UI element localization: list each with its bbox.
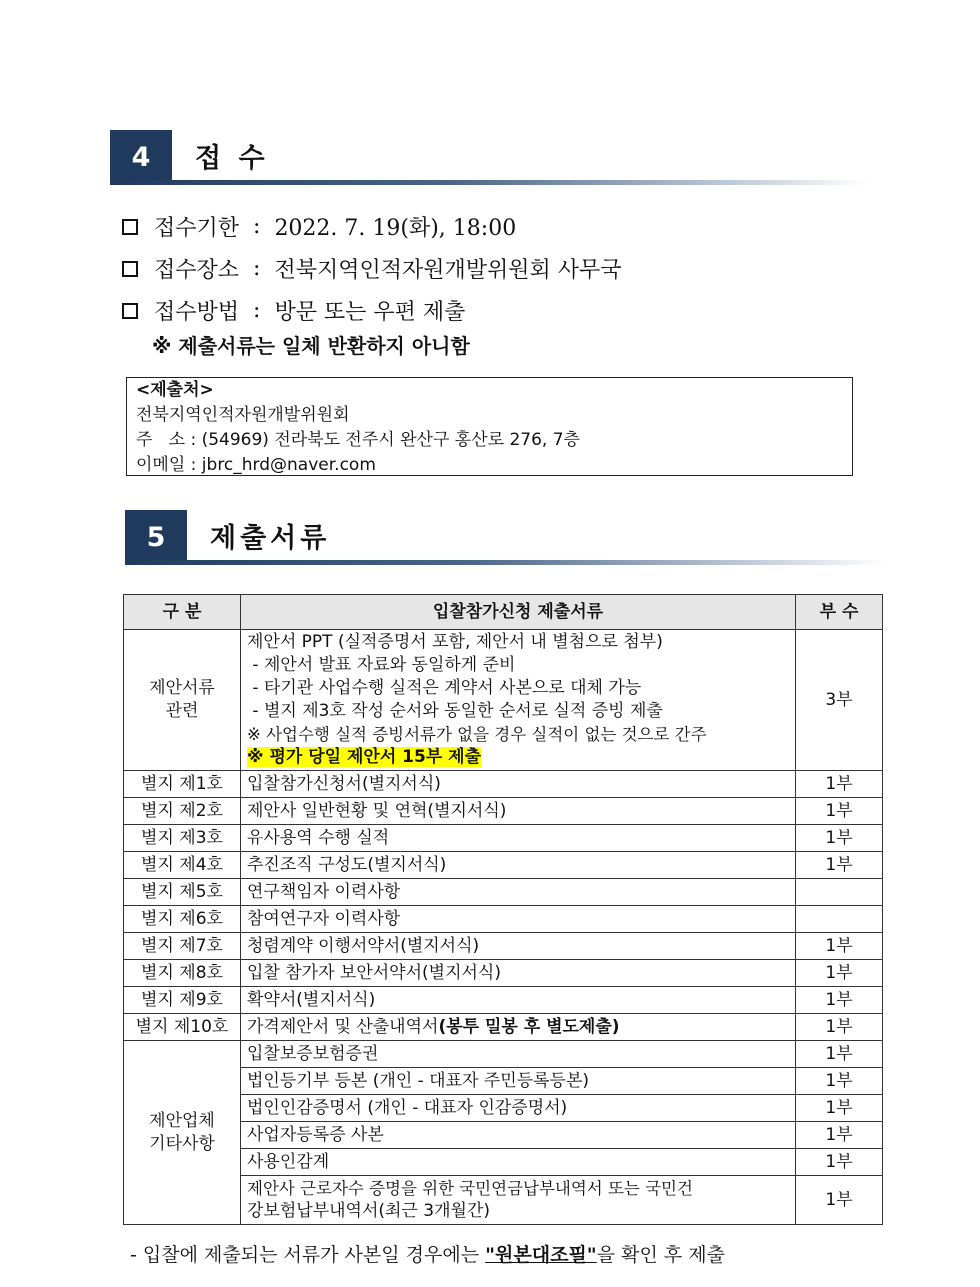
section-4-header xyxy=(110,130,870,185)
highlighted-note: ※ 평가 당일 제안서 15부 제출 xyxy=(247,747,481,767)
checkbox-bullet-icon xyxy=(122,219,138,235)
category-cell: 제안서류 관련 xyxy=(124,630,241,771)
table-row: 별지 제2호 제안사 일반현황 및 연혁(별지서식) 1부 xyxy=(124,798,883,825)
table-row: 법인인감증명서 (개인 - 대표자 인감증명서) 1부 xyxy=(124,1095,883,1122)
reception-value: 2022. 7. 19(화), 18:00 xyxy=(274,216,517,241)
table-row: 법인등기부 등본 (개인 - 대표자 주민등록등본) 1부 xyxy=(124,1068,883,1095)
table-row: 별지 제9호 확약서(별지서식) 1부 xyxy=(124,987,883,1014)
count-cell: 3부 xyxy=(796,630,883,771)
reception-label: 접수방법 xyxy=(154,300,240,325)
reception-value: 방문 또는 우편 제출 xyxy=(274,300,466,325)
table-row xyxy=(124,630,883,771)
submission-heading: <제출처> xyxy=(136,380,214,400)
reception-label: 접수기한 xyxy=(154,216,240,241)
header-documents: 입찰참가신청 제출서류 xyxy=(241,595,796,630)
reception-value: 전북지역인적자원개발위원회 사무국 xyxy=(274,258,622,283)
footer-note: - 입찰에 제출되는 서류가 사본일 경우에는 "원본대조필"을 확인 후 제출 xyxy=(130,1244,725,1266)
reception-note: ※ 제출서류는 일체 반환하지 아니함 xyxy=(152,334,470,358)
submission-email[interactable]: 이메일 : jbrc_hrd@naver.com xyxy=(136,455,376,475)
section-number: 5 xyxy=(125,510,187,565)
submission-org: 전북지역인적자원개발위원회 xyxy=(136,405,350,425)
section-underline xyxy=(110,180,870,185)
table-row: 별지 제5호 연구책임자 이력사항 xyxy=(124,879,883,906)
section-underline xyxy=(125,560,885,565)
table-row: 제안사 근로자수 증명을 위한 국민연금납부내역서 또는 국민건 강보험납부내역서(최근 3개월간) 1부 xyxy=(124,1176,883,1225)
table-row: 별지 제3호 유사용역 수행 실적 1부 xyxy=(124,825,883,852)
section-5-header xyxy=(125,510,885,565)
reception-label: 접수장소 xyxy=(154,258,240,283)
table-header-row xyxy=(124,595,883,630)
table-row: 별지 제4호 추진조직 구성도(별지서식) 1부 xyxy=(124,852,883,879)
table-row: 사용인감계 1부 xyxy=(124,1149,883,1176)
header-category: 구 분 xyxy=(124,595,241,630)
section-title: 접 수 xyxy=(195,142,269,174)
table-row: 별지 제6호 참여연구자 이력사항 xyxy=(124,906,883,933)
section-title: 제출서류 xyxy=(210,522,331,554)
table-row: 별지 제8호 입찰 참가자 보안서약서(별지서식) 1부 xyxy=(124,960,883,987)
section-number: 4 xyxy=(110,130,172,185)
submission-address: 주 소 : (54969) 전라북도 전주시 완산구 홍산로 276, 7층 xyxy=(136,430,580,450)
checkbox-bullet-icon xyxy=(122,303,138,319)
documents-table xyxy=(123,594,883,1225)
table-row: 사업자등록증 사본 1부 xyxy=(124,1122,883,1149)
document-cell: 제안서 PPT (실적증명서 포함, 제안서 내 별첨으로 첨부) - 제안서 발표 자료와 동일하게 준비 - 타기관 사업수행 실적은 계약서 사본으로 대체 가능 - 별지 제3호 작성 순서와 동일한 순서로 실적 증빙 제출 ※ 사업수행 실적 증빙서류가 없을 경우 실적이 없는 것으로 간주 ※ 평가 당일 제안서 15부 제출 xyxy=(241,630,796,771)
table-row: 별지 제10호 가격제안서 및 산출내역서(봉투 밀봉 후 별도제출) 1부 xyxy=(124,1014,883,1041)
category-cell: 제안업체 기타사항 xyxy=(124,1041,241,1225)
table-row: 별지 제7호 청렴계약 이행서약서(별지서식) 1부 xyxy=(124,933,883,960)
reception-place: 접수장소 : 전북지역인적자원개발위원회 사무국 xyxy=(122,253,621,284)
table-row: 별지 제1호 입찰참가신청서(별지서식) 1부 xyxy=(124,771,883,798)
submission-box xyxy=(126,377,853,476)
emphasis-text: "원본대조필" xyxy=(485,1244,597,1266)
reception-method: 접수방법 : 방문 또는 우편 제출 xyxy=(122,295,465,326)
checkbox-bullet-icon xyxy=(122,261,138,277)
reception-deadline: 접수기한 : 2022. 7. 19(화), 18:00 xyxy=(122,211,516,242)
header-count: 부 수 xyxy=(796,595,883,630)
table-row: 제안업체 기타사항 입찰보증보험증권 1부 xyxy=(124,1041,883,1068)
